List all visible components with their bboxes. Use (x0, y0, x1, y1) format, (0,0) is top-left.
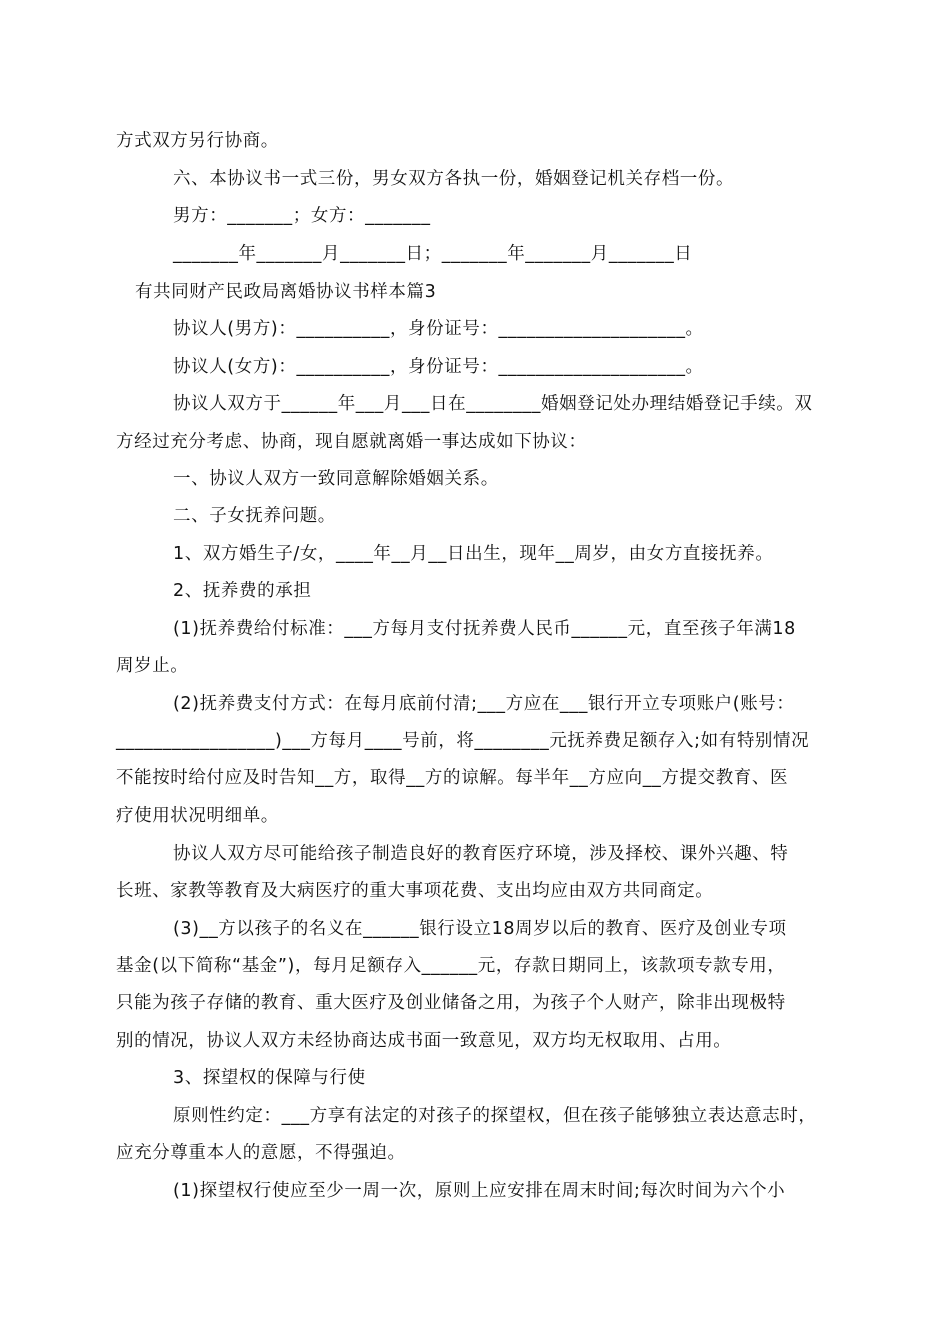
text-line: 方经过充分考虑、协商，现自愿就离婚一事达成如下协议： (116, 432, 587, 452)
text-line: 方式双方另行协商。 (116, 131, 279, 151)
text-line: 二、子女抚养问题。 (173, 506, 336, 526)
text-line: (1)探望权行使应至少一周一次，原则上应安排在周末时间;每次时间为六个小 (173, 1181, 786, 1201)
text-line: (3)__方以孩子的名义在______银行设立18周岁以后的教育、医疗及创业专项 (173, 919, 787, 939)
text-line: 六、本协议书一式三份，男女双方各执一份，婚姻登记机关存档一份。 (173, 169, 735, 189)
text-line: 长班、家教等教育及大病医疗的重大事项花费、支出均应由双方共同商定。 (116, 881, 714, 901)
text-line: 协议人双方尽可能给孩子制造良好的教育医疗环境，涉及择校、课外兴趣、特 (173, 844, 789, 864)
section-heading: 有共同财产民政局离婚协议书样本篇3 (135, 282, 437, 302)
text-line: 只能为孩子存储的教育、重大医疗及创业储备之用，为孩子个人财产，除非出现极特 (116, 993, 786, 1013)
text-line: (2)抚养费支付方式：在每月底前付清;___方应在___银行开立专项账户(账号： (173, 694, 795, 714)
text-line: 一、协议人双方一致同意解除婚姻关系。 (173, 469, 499, 489)
text-line: 3、探望权的保障与行使 (173, 1068, 366, 1088)
text-line: 疗使用状况明细单。 (116, 806, 279, 826)
text-line: 协议人双方于______年___月___日在________婚姻登记处办理结婚登记手续。双 (173, 394, 813, 414)
text-line: 协议人(男方)：__________，身份证号：____________________。 (173, 319, 704, 339)
text-line: 不能按时给付应及时告知__方，取得__方的谅解。每半年__方应向__方提交教育、医 (116, 768, 789, 788)
text-line: 男方：_______；女方：_______ (173, 206, 431, 226)
text-line: 1、双方婚生子/女，____年__月__日出生，现年__周岁，由女方直接抚养。 (173, 544, 774, 564)
text-line: 基金(以下简称“基金”)，每月足额存入______元，存款日期同上，该款项专款专用， (116, 956, 786, 976)
text-line: 原则性约定：___方享有法定的对孩子的探望权，但在孩子能够独立表达意志时， (173, 1106, 817, 1126)
text-line: 2、抚养费的承担 (173, 581, 312, 601)
text-line: _________________)___方每月____号前，将________元抚养费足额存入;如有特别情况 (116, 731, 810, 751)
text-line: (1)抚养费给付标准：___方每月支付抚养费人民币______元，直至孩子年满18 (173, 619, 796, 639)
text-line: 协议人(女方)：__________，身份证号：____________________。 (173, 357, 704, 377)
text-line: 周岁止。 (116, 656, 189, 676)
text-line: 别的情况，协议人双方未经协商达成书面一致意见，双方均无权取用、占用。 (116, 1031, 732, 1051)
text-line: 应充分尊重本人的意愿，不得强迫。 (116, 1143, 406, 1163)
text-line: _______年_______月_______日；_______年_______月_______日 (173, 244, 693, 264)
